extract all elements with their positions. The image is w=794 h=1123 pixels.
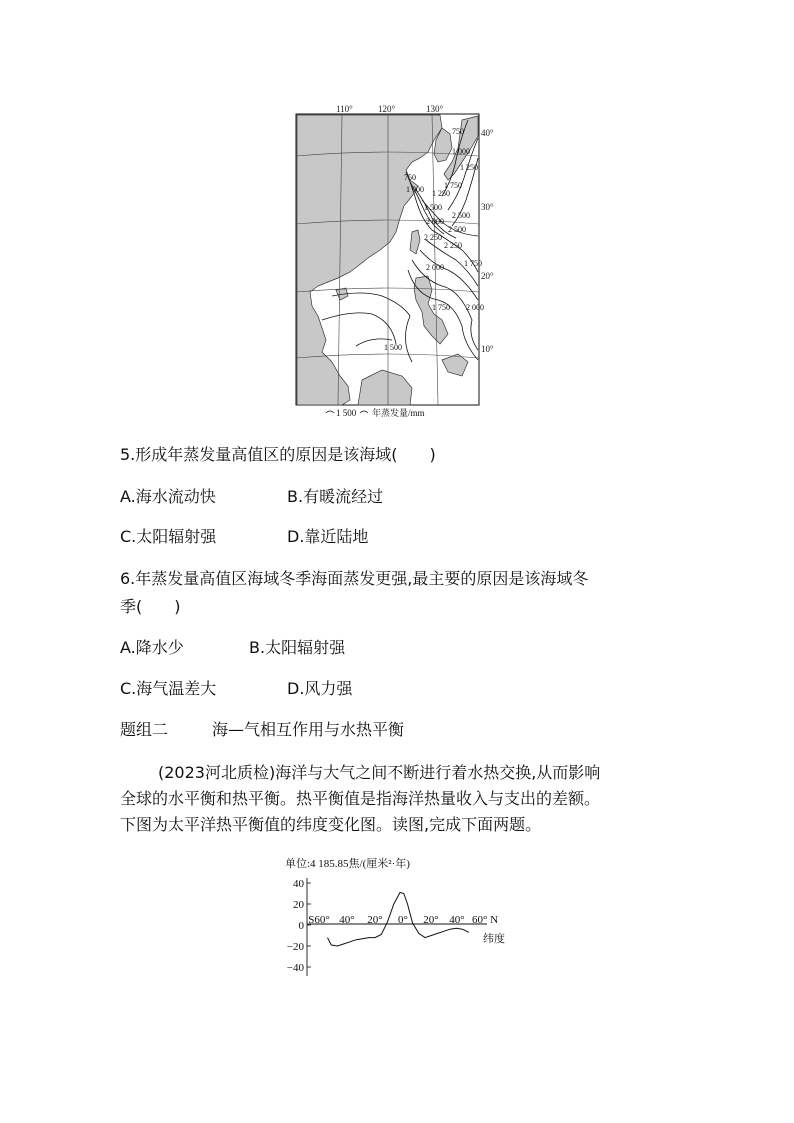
q6-option-a[interactable]: A.降水少	[120, 638, 184, 657]
isoline-label: 1 500	[384, 343, 402, 352]
x-tick-label: 20°	[423, 914, 439, 926]
y-tick-label: 40	[293, 878, 304, 890]
group-label: 题组二	[120, 720, 169, 739]
isoline-label: 750	[452, 127, 464, 136]
intro-line-1: (2023河北质检)海洋与大气之间不断进行着水热交换,从而影响	[158, 763, 601, 782]
legend-line-value: 1 500	[336, 408, 357, 418]
x-axis-label: 纬度	[483, 933, 505, 945]
isoline-label: 1 750	[464, 259, 482, 268]
isoline-label: 1 000	[452, 147, 470, 156]
isoline-label: 1 750	[432, 303, 450, 312]
question-6-stem-line1: 6.年蒸发量高值区海域冬季海面蒸发更强,最主要的原因是该海域冬	[120, 569, 589, 588]
x-tick-label: 20°	[367, 914, 383, 926]
y-tick-label: 20	[293, 899, 304, 911]
isoline-label: 1 000	[406, 185, 424, 194]
isoline-label: 750	[404, 173, 416, 182]
chart-title: 单位:4 185.85焦/(厘米²·年)	[285, 858, 410, 870]
question-6-stem-line2: 季( )	[120, 597, 181, 616]
isoline-label: 2 250	[444, 241, 462, 250]
y-tick-label: −40	[286, 962, 304, 974]
isoline-label: 2 000	[426, 263, 444, 272]
q5-option-a[interactable]: A.海水流动快	[120, 487, 216, 506]
lat-label-30: 30°	[481, 202, 494, 212]
y-tick-label: 0	[298, 920, 304, 932]
y-tick-label: −20	[286, 941, 304, 953]
q6-option-d[interactable]: D.风力强	[287, 679, 353, 698]
isoline-label: 1 250	[432, 189, 450, 198]
intro-line-2: 全球的水平衡和热平衡。热平衡值是指海洋热量收入与支出的差额。	[120, 789, 601, 808]
lat-label-10: 10°	[481, 344, 494, 354]
isoline-label: 1 750	[444, 181, 462, 190]
intro-line-3: 下图为太平洋热平衡值的纬度变化图。读图,完成下面两题。	[120, 815, 542, 834]
lon-label-130: 130°	[426, 104, 444, 114]
isoline-label: 2 000	[466, 303, 484, 312]
lat-label-40: 40°	[481, 128, 494, 138]
isoline-label: 1 250	[460, 163, 478, 172]
q5-option-c[interactable]: C.太阳辐射强	[120, 527, 217, 546]
evaporation-map	[292, 100, 502, 418]
heat-balance-chart	[275, 852, 525, 982]
x-tick-label: 40°	[339, 914, 355, 926]
isoline-label: 2 000	[426, 217, 444, 226]
lon-label-120: 120°	[378, 104, 396, 114]
legend-text: 年蒸发量/mm	[372, 408, 425, 418]
x-tick-label: 40°	[449, 914, 465, 926]
q6-option-b[interactable]: B.太阳辐射强	[249, 638, 346, 657]
group-title: 海—气相互作用与水热平衡	[212, 720, 405, 739]
x-tick-label: 60° N	[471, 914, 499, 926]
isoline-label: 2 500	[448, 225, 466, 234]
q5-option-b[interactable]: B.有暖流经过	[287, 487, 384, 506]
lon-label-110: 110°	[336, 104, 353, 114]
lat-label-20: 20°	[481, 271, 494, 281]
isoline-label: 2 250	[424, 233, 442, 242]
isoline-label: 2 500	[452, 211, 470, 220]
q6-option-c[interactable]: C.海气温差大	[120, 679, 217, 698]
x-tick-label: 0°	[398, 914, 408, 926]
x-tick-label: S60°	[308, 914, 330, 926]
question-5-stem: 5.形成年蒸发量高值区的原因是该海域( )	[120, 445, 436, 464]
q5-option-d[interactable]: D.靠近陆地	[287, 527, 369, 546]
isoline-label: 1 500	[424, 203, 442, 212]
